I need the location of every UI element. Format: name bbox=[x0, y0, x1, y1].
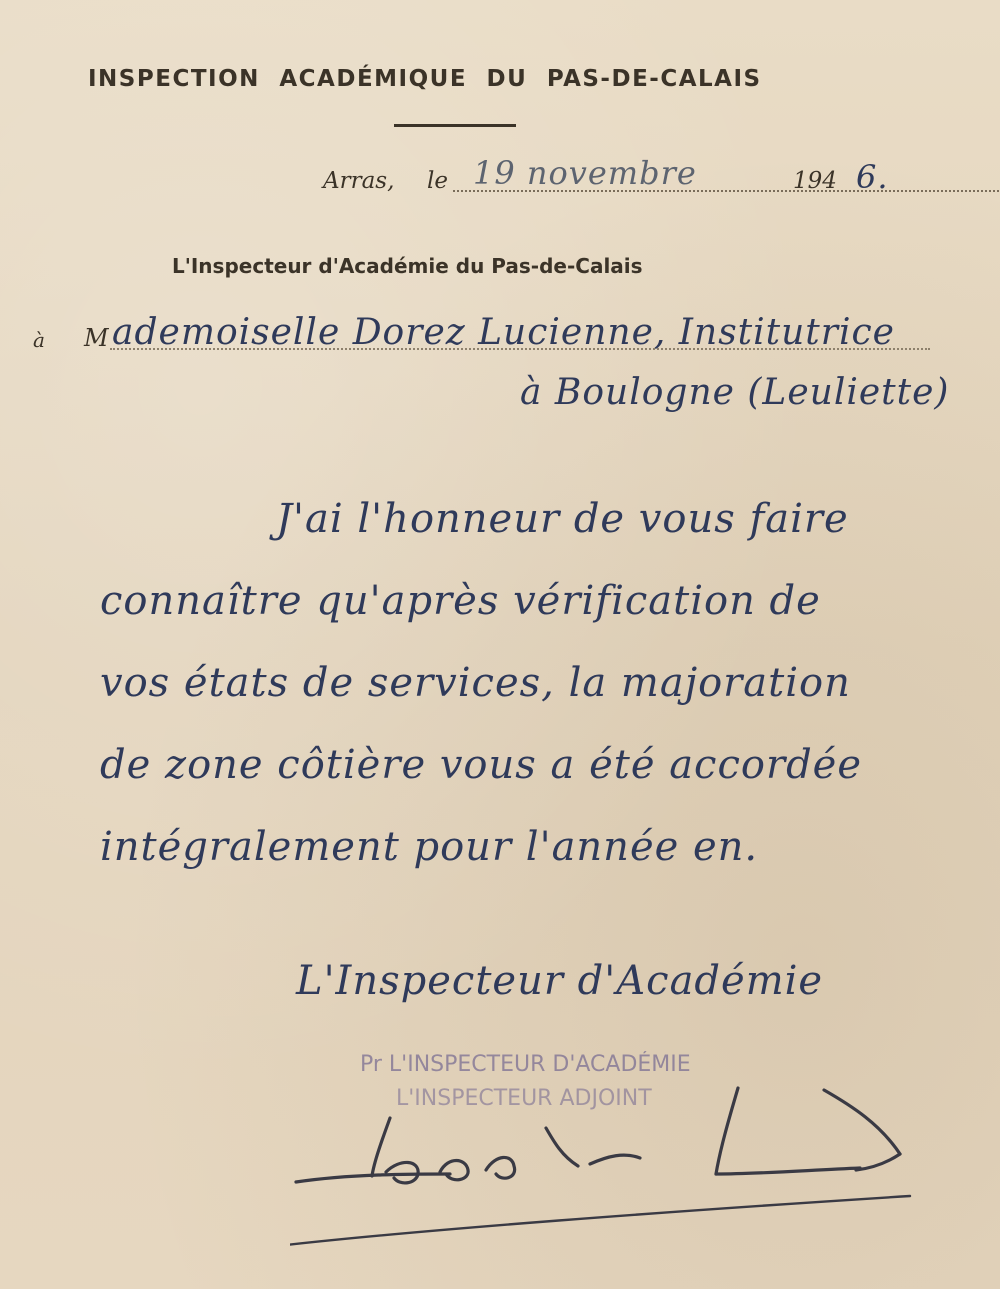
recipient-place: à Boulogne (Leuliette) bbox=[520, 372, 950, 413]
recipient-name: ademoiselle Dorez Lucienne, Institutrice bbox=[112, 312, 895, 353]
printed-year: 194 bbox=[793, 168, 837, 194]
handwritten-year-digit: 6. bbox=[856, 158, 889, 196]
handwritten-signature bbox=[290, 1070, 930, 1280]
recipient-a-prefix: à bbox=[33, 328, 45, 352]
handwritten-date: 19 novembre bbox=[473, 154, 697, 192]
letterhead-rule bbox=[394, 124, 516, 127]
stamp-line-1: Pr L'INSPECTEUR D'ACADÉMIE bbox=[360, 1052, 691, 1077]
recipient-m-prefix: M bbox=[84, 324, 109, 352]
date-line bbox=[323, 150, 923, 200]
letterhead-title: INSPECTION ACADÉMIQUE DU PAS-DE-CALAIS bbox=[88, 66, 762, 92]
date-le: le bbox=[427, 168, 448, 194]
body-line: J'ai l'honneur de vous faire bbox=[276, 496, 849, 542]
body-line: vos états de services, la majoration bbox=[100, 660, 851, 706]
signoff: L'Inspecteur d'Académie bbox=[296, 958, 824, 1004]
stamp-line-2: L'INSPECTEUR ADJOINT bbox=[396, 1086, 652, 1111]
body-line: de zone côtière vous a été accordée bbox=[100, 742, 863, 788]
letter-body bbox=[100, 478, 990, 888]
date-city: Arras, bbox=[323, 168, 395, 194]
sender-line: L'Inspecteur d'Académie du Pas-de-Calais bbox=[172, 254, 643, 278]
body-line: intégralement pour l'année en. bbox=[100, 824, 759, 870]
body-line: connaître qu'après vérification de bbox=[100, 578, 821, 624]
